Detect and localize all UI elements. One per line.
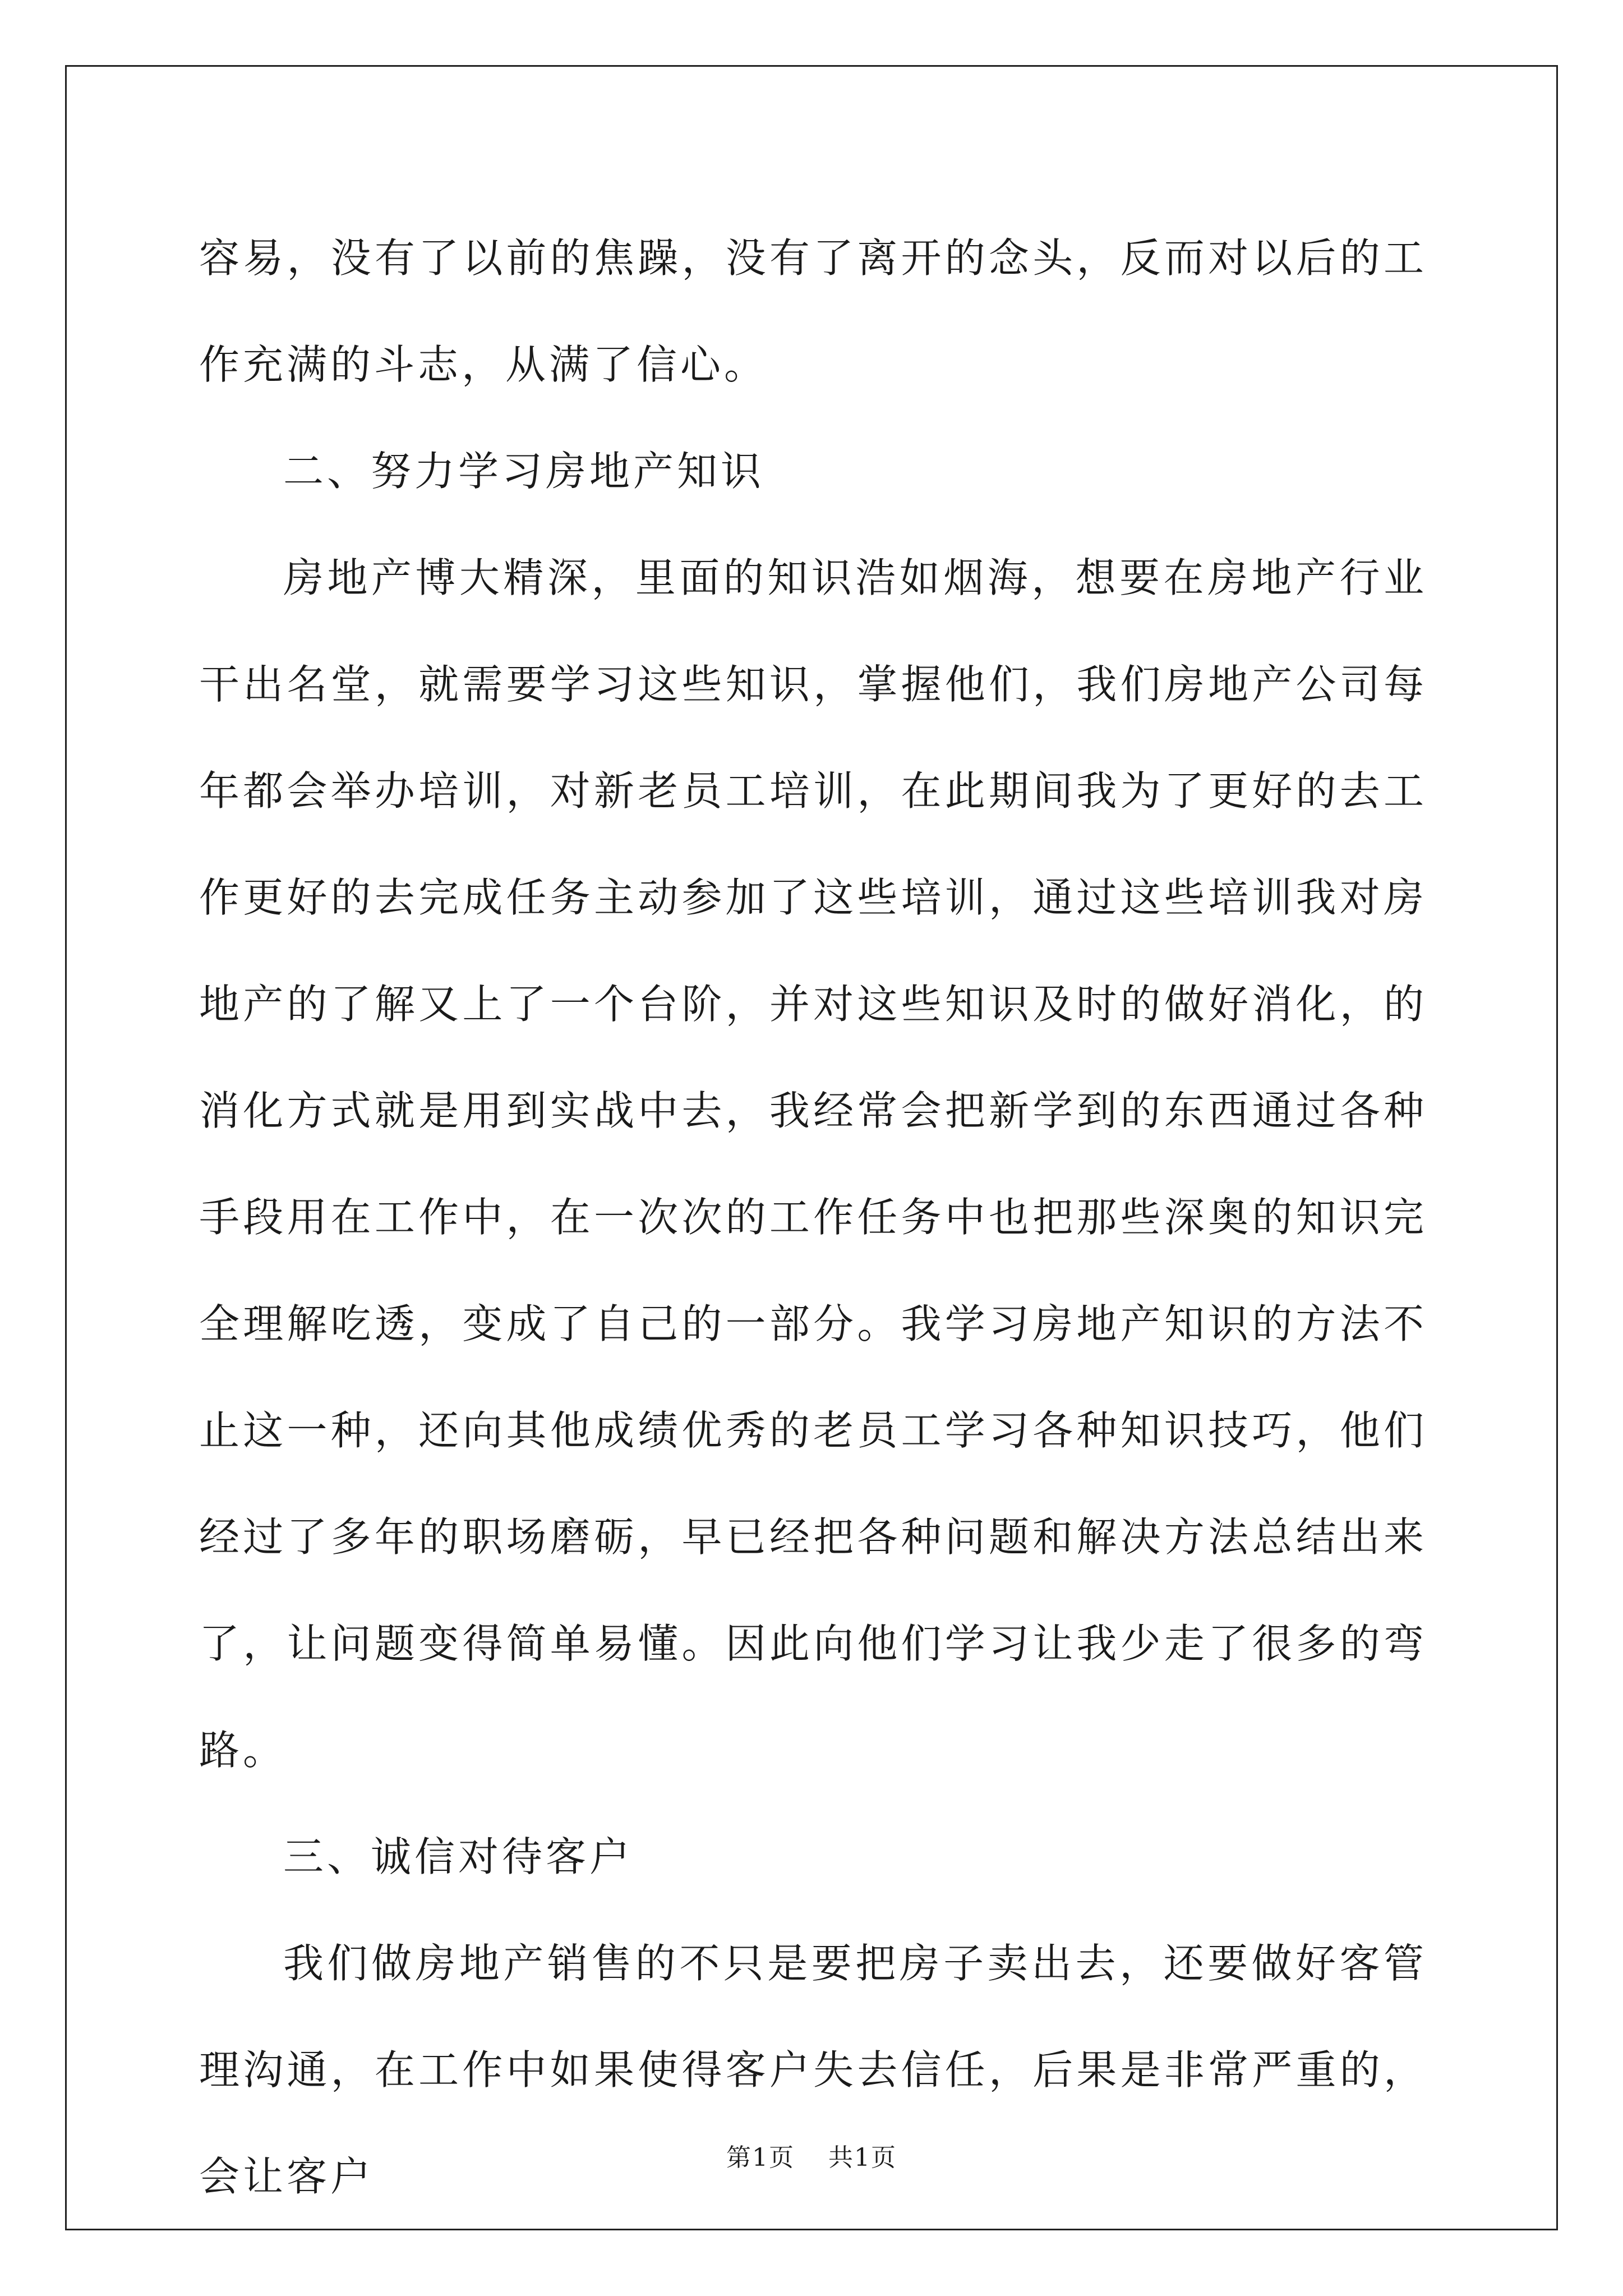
section-heading: 二、努力学习房地产知识 [283, 448, 765, 495]
paragraph: 我们做房地产销售的不只是要把房子卖出去，还要做好客管理沟通，在工作中如果使得客户失去信任，后果是非常严重的，会让客户 [199, 1940, 1427, 2200]
page-total: 共1页 [828, 2143, 897, 2172]
section-heading: 三、诚信对待客户 [283, 1833, 634, 1880]
page-number: 第1页 [726, 2143, 795, 2172]
paragraph: 容易，没有了以前的焦躁，没有了离开的念头，反而对以后的工作充满的斗志，从满了信心。 [199, 234, 1427, 388]
document-body [199, 205, 1427, 2230]
paragraph: 房地产博大精深，里面的知识浩如烟海，想要在房地产行业干出名堂，就需要学习这些知识，掌握他们，我们房地产公司每年都会举办培训，对新老员工培训，在此期间我为了更好的去工作更好的去完成任务主动参加了这些培训，通过这些培训我对房地产的了解又上了一个台阶，并对这些知识及时的做好消化，的消化方式就是用到实战中去，我经常会把新学到的东西通过各种手段用在工作中，在一次次的工作任务中也把那些深奥的知识完全理解吃透，变成了自己的一部分。我学习房地产知识的方法不止这一种，还向其他成绩优秀的老员工学习各种知识技巧，他们经过了多年的职场磨砺，早已经把各种问题和解决方法总结出来了，让问题变得简单易懂。因此向他们学习让我少走了很多的弯路。 [199, 554, 1427, 1774]
page-footer [0, 2137, 1623, 2173]
